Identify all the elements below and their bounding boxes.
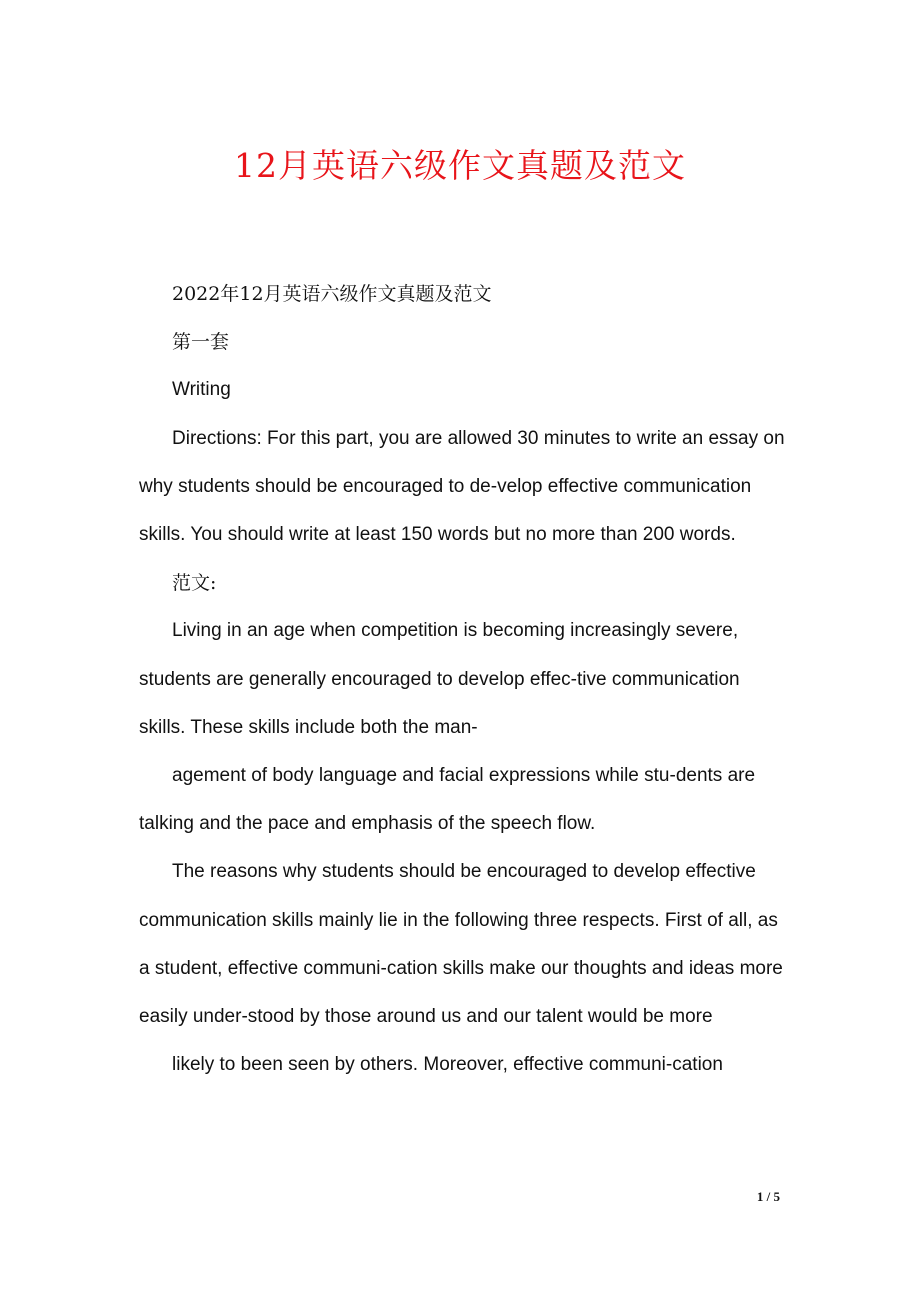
- page-number: 1 / 5: [756, 1189, 780, 1204]
- paragraph-section-heading: Writing: [172, 379, 231, 401]
- paragraph-subtitle: 2022年12月英语六级作文真题及范文: [172, 283, 492, 305]
- paragraph-essay-1: Living in an age when competition is becoming increasingly severe, students are generally encouraged to develop effec-tive communication skills. These skills include both the man-: [139, 620, 740, 738]
- paragraph-sample-label: 范文:: [172, 572, 217, 595]
- document-body: [139, 270, 789, 1089]
- document-title: 12月英语六级作文真题及范文: [234, 146, 686, 185]
- paragraph-essay-2: agement of body language and facial expressions while stu-dents are talking and the pace and emphasis of the speech flow.: [139, 765, 756, 835]
- paragraph-set-label: 第一套: [172, 331, 230, 354]
- paragraph-essay-3: The reasons why students should be encouraged to develop effective communication skills mainly lie in the following three respects. First of all, as a student, effective communi-cation skills make our thoughts and ideas more easily under-stood by those around us and our talent would be more: [139, 861, 783, 1028]
- paragraph-essay-4: likely to been seen by others. Moreover, effective communi-cation: [172, 1054, 723, 1076]
- paragraph-directions: Directions: For this part, you are allowed 30 minutes to write an essay on why students should be encouraged to de-velop effective communication skills. You should write at least 150 words but no more than 200 words.: [139, 427, 785, 546]
